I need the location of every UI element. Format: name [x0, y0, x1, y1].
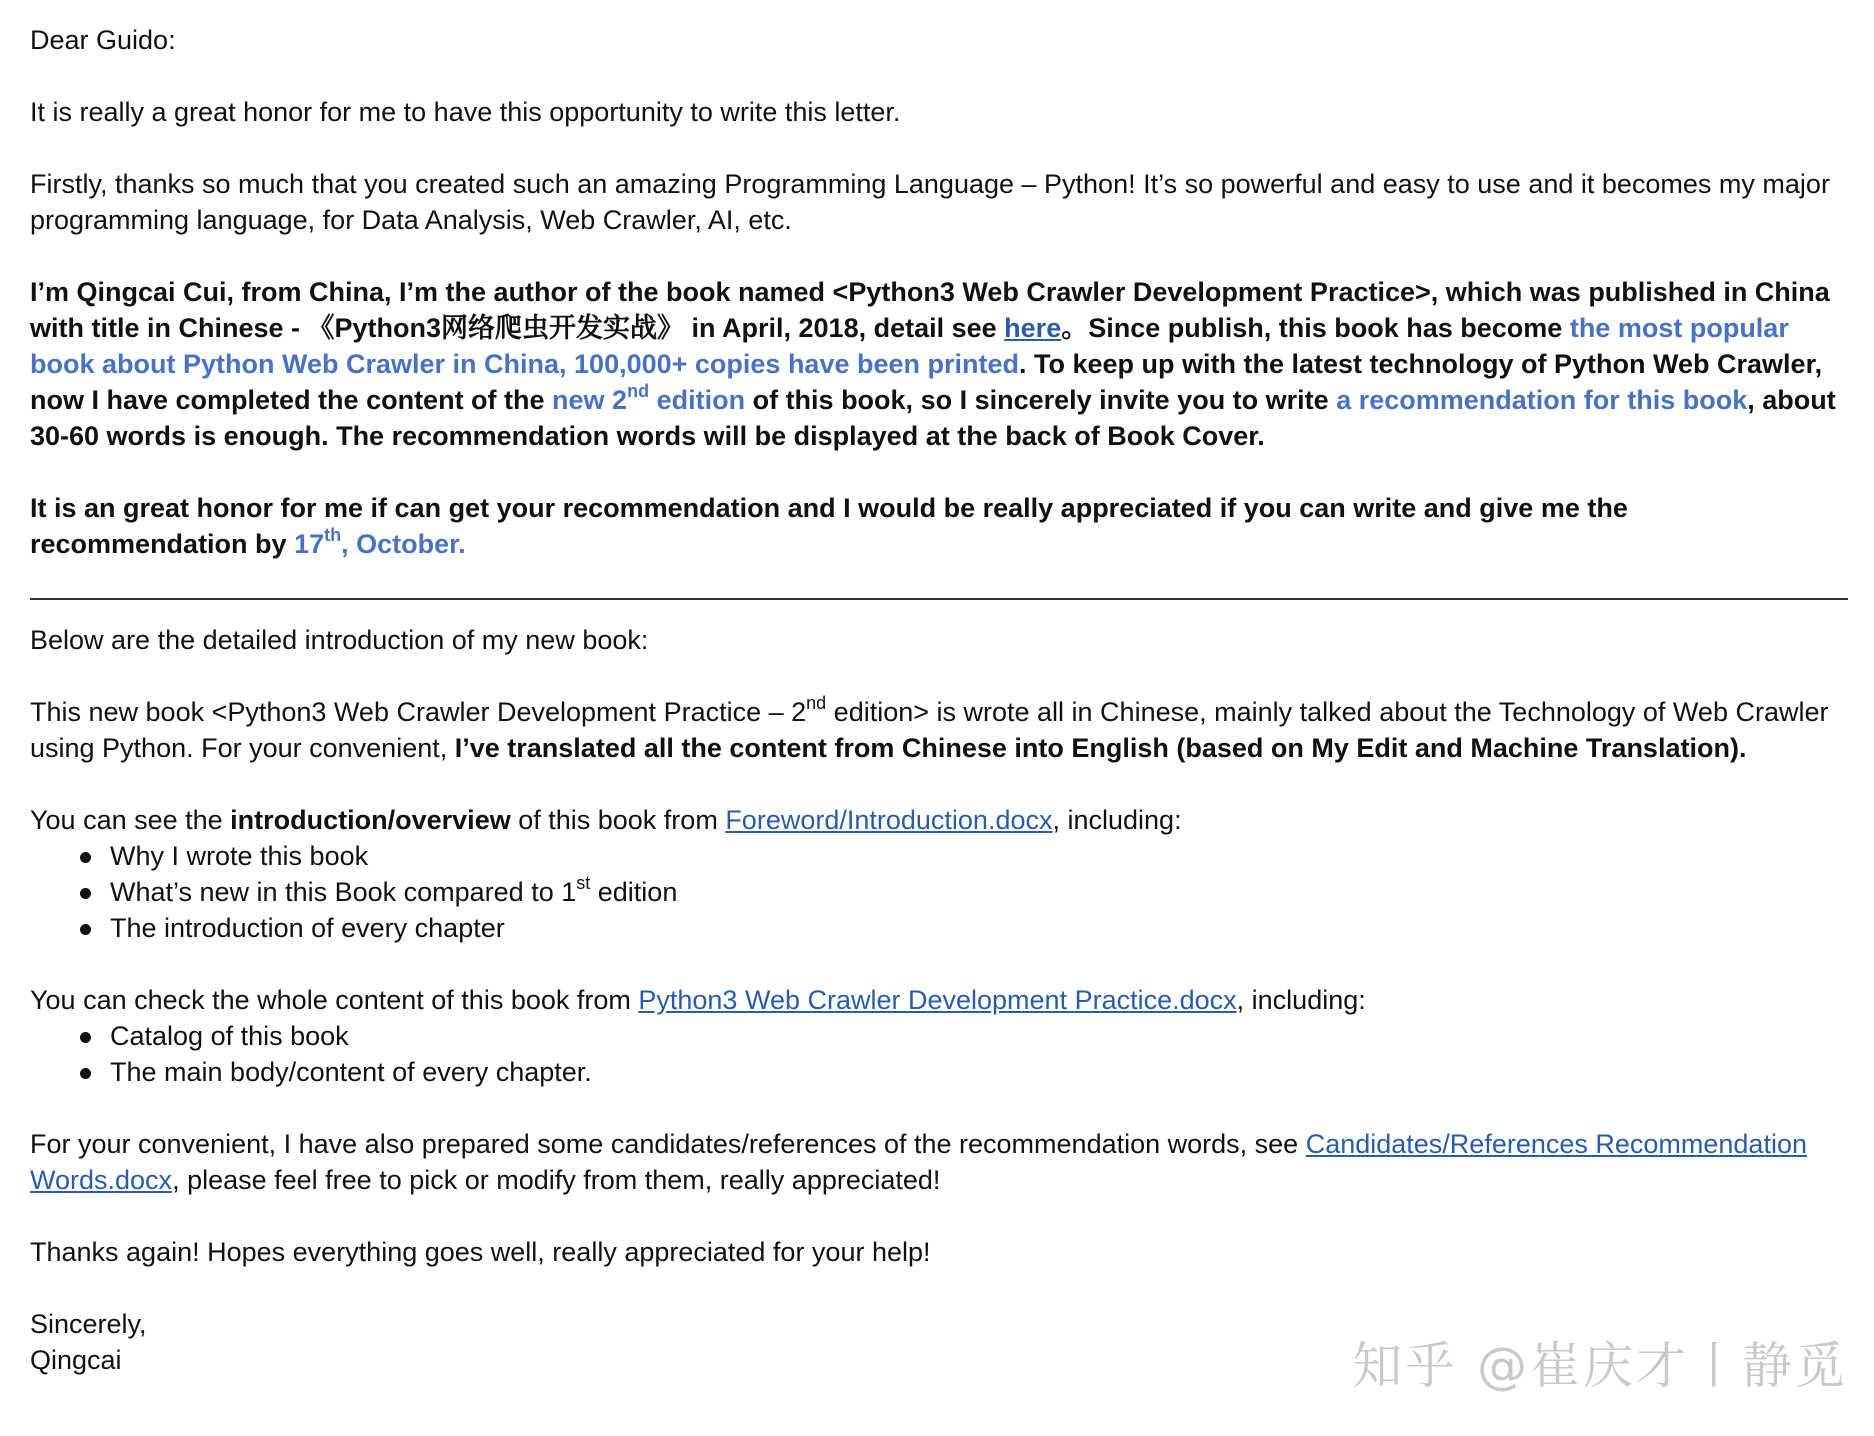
intro-text-4: of this book, so I sincerely invite you to write	[745, 385, 1337, 415]
bullet-icon	[80, 1068, 91, 1079]
list-item-text: Catalog of this book	[110, 1021, 349, 1051]
new-edition-sup: nd	[627, 381, 650, 401]
book-docx-link[interactable]: Python3 Web Crawler Development Practice.docx	[638, 985, 1237, 1015]
content-text-1: You can check the whole content of this book from	[30, 985, 639, 1015]
bullet-icon	[80, 924, 91, 935]
here-link[interactable]: here	[1004, 313, 1062, 343]
deadline-date-highlight	[294, 525, 466, 559]
bullet-icon	[80, 888, 91, 899]
content-list	[30, 1018, 1852, 1090]
paragraph-thanks-again: Thanks again! Hopes everything goes well, really appreciated for your help!	[30, 1237, 931, 1267]
salutation: Dear Guido:	[30, 25, 176, 55]
new-edition-text-end: edition	[649, 385, 746, 415]
deadline-text: It is an great honor for me if can get your recommendation and I would be really appreciated if you can write and give me the recommendation by	[30, 493, 1628, 559]
zhihu-watermark: 知乎 @崔庆才丨静觅	[1352, 1337, 1848, 1395]
paragraph-thanks: Firstly, thanks so much that you created such an amazing Programming Language – Python! It’s so powerful and easy to use and it becomes my major programming language, for Data Analysis, Web Crawler, AI, etc.	[30, 169, 1830, 235]
foreword-introduction-link[interactable]: Foreword/Introduction.docx	[725, 805, 1053, 835]
translation-note: I’ve translated all the content from Chinese into English (based on My Edit and Machine Translation).	[454, 733, 1747, 763]
list-item	[110, 874, 1852, 910]
list-item-text: The main body/content of every chapter.	[110, 1057, 592, 1087]
overview-text-2: of this book from	[510, 805, 726, 835]
list-item-sup: st	[576, 873, 591, 893]
list-item-text-end: edition	[590, 877, 678, 907]
new-book-text-2: edition> is wrote all in Chinese, mainly talked about the Technology of Web Crawler using Python. For your convenient,	[30, 697, 1829, 763]
content-text-2: , including:	[1236, 985, 1366, 1015]
new-edition-highlight	[552, 381, 746, 415]
list-item	[110, 1054, 1852, 1090]
list-item	[110, 1018, 1852, 1054]
signature: Qingcai	[30, 1345, 122, 1375]
closing: Sincerely,	[30, 1309, 147, 1339]
letter-body	[30, 22, 1852, 1378]
paragraph-below-intro: Below are the detailed introduction of my new book:	[30, 625, 649, 655]
candidates-text-2: , please feel free to pick or modify from them, really appreciated!	[172, 1165, 941, 1195]
bullet-icon	[80, 1032, 91, 1043]
new-edition-text: new 2	[552, 385, 628, 415]
section-divider	[30, 598, 1848, 600]
paragraph-overview	[30, 802, 1852, 838]
paragraph-deadline	[30, 490, 1852, 562]
list-item-text: Why I wrote this book	[110, 841, 369, 871]
bullet-icon	[80, 852, 91, 863]
list-item	[110, 838, 1852, 874]
intro-text-5: , about 30-60 words is enough. The recommendation words will be displayed at the back of Book Cover.	[30, 385, 1836, 451]
candidates-text-1: For your convenient, I have also prepared some candidates/references of the recommendation words, see	[30, 1129, 1306, 1159]
list-item-text: The introduction of every chapter	[110, 913, 505, 943]
deadline-day: 17	[294, 529, 325, 559]
paragraph-honor: It is really a great honor for me to have this opportunity to write this letter.	[30, 97, 901, 127]
overview-list	[30, 838, 1852, 946]
intro-text-3: . To keep up with the latest technology of Python Web Crawler, now I have completed the content of the	[30, 349, 1823, 415]
new-book-text-1: This new book <Python3 Web Crawler Development Practice – 2	[30, 697, 807, 727]
paragraph-new-book	[30, 694, 1852, 766]
deadline-day-sup: th	[324, 525, 342, 545]
candidates-docx-link[interactable]: Candidates/References Recommendation Words.docx	[30, 1129, 1807, 1195]
paragraph-whole-content	[30, 982, 1852, 1018]
list-item-text: What’s new in this Book compared to 1	[110, 877, 577, 907]
overview-text-3: , including:	[1052, 805, 1182, 835]
popular-book-highlight: the most popular book about Python Web Crawler in China, 100,000+ copies have been printed	[30, 313, 1789, 379]
paragraph-candidates	[30, 1126, 1852, 1198]
recommendation-highlight: a recommendation for this book	[1336, 385, 1748, 415]
deadline-month: , October.	[341, 529, 466, 559]
overview-bold: introduction/overview	[230, 805, 511, 835]
paragraph-author-intro	[30, 274, 1852, 454]
new-book-sup: nd	[806, 693, 827, 713]
overview-text-1: You can see the	[30, 805, 231, 835]
intro-text-2: 。Since publish, this book has become	[1061, 313, 1570, 343]
list-item	[110, 910, 1852, 946]
intro-text-1: I’m Qingcai Cui, from China, I’m the author of the book named <Python3 Web Crawler Development Practice>, which was published in China with title in Chinese - 《Python3网络爬虫开发实战》 in April, 2018, detail see	[30, 277, 1830, 343]
